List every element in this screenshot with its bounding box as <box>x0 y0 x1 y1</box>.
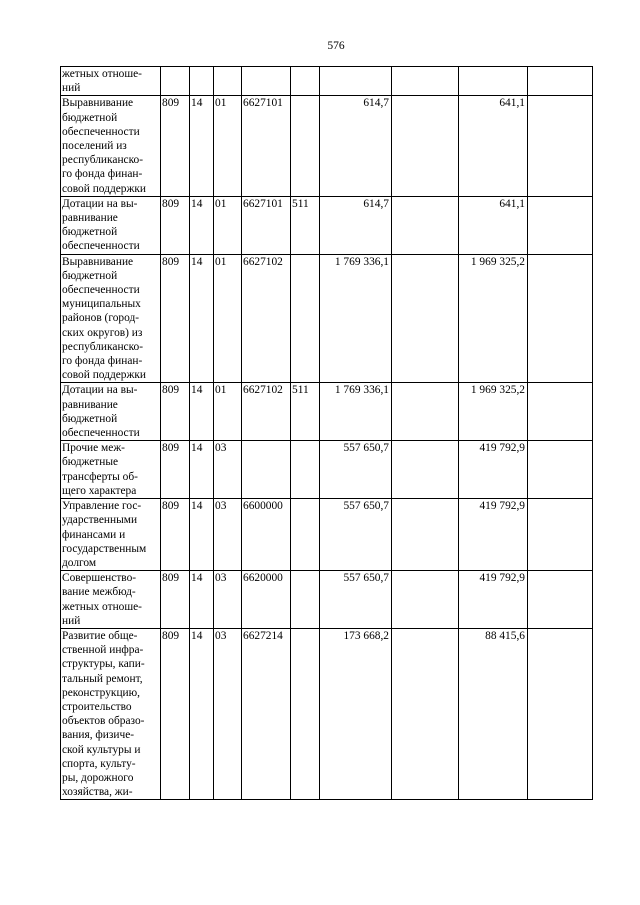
table-row <box>61 254 593 383</box>
name-line: бюджетной <box>62 412 118 425</box>
amount-3-cell: 419 792,9 <box>459 441 528 499</box>
amount-1-cell: 557 650,7 <box>320 499 392 571</box>
name-cell <box>61 628 161 799</box>
code-pr-cell: 03 <box>214 441 242 499</box>
code-gr-cell: 809 <box>161 628 190 799</box>
name-line: равнивание <box>62 398 118 411</box>
amount-3-cell: 1 969 325,2 <box>459 383 528 441</box>
amount-1-cell: 614,7 <box>320 196 392 254</box>
amount-2-cell <box>392 571 459 629</box>
name-line: финансами и <box>62 528 126 541</box>
amount-4-cell <box>528 499 593 571</box>
name-line: бюджетные <box>62 456 119 469</box>
code-vr-cell <box>291 441 320 499</box>
code-rz-cell: 14 <box>190 196 214 254</box>
table-row <box>61 499 593 571</box>
name-line: бюджетной <box>62 269 118 282</box>
code-rz-cell <box>190 67 214 96</box>
amount-4-cell <box>528 196 593 254</box>
code-rz-cell: 14 <box>190 383 214 441</box>
name-line: ственной инфра- <box>62 644 144 657</box>
name-line: ний <box>62 82 81 95</box>
name-line: Выравнивание <box>62 255 134 268</box>
name-line: щего характера <box>62 484 137 497</box>
amount-4-cell <box>528 96 593 196</box>
name-line: тальный ремонт, <box>62 672 143 685</box>
amount-3-cell: 641,1 <box>459 196 528 254</box>
code-rz-cell: 14 <box>190 571 214 629</box>
amount-1-cell: 614,7 <box>320 96 392 196</box>
name-cell <box>61 571 161 629</box>
page-number: 576 <box>327 40 345 52</box>
code-pr-cell <box>214 67 242 96</box>
amount-1-cell: 557 650,7 <box>320 571 392 629</box>
name-line: Прочие меж- <box>62 442 125 455</box>
name-line: строительство <box>62 700 132 713</box>
table-row <box>61 441 593 499</box>
amount-2-cell <box>392 383 459 441</box>
code-cs-cell: 6627101 <box>242 96 291 196</box>
name-line: обеспеченности <box>62 125 140 138</box>
amount-2-cell <box>392 499 459 571</box>
amount-4-cell <box>528 441 593 499</box>
code-gr-cell: 809 <box>161 383 190 441</box>
amount-3-cell: 419 792,9 <box>459 499 528 571</box>
amount-4-cell <box>528 254 593 383</box>
name-cell <box>61 254 161 383</box>
code-gr-cell: 809 <box>161 499 190 571</box>
table-row <box>61 196 593 254</box>
name-line: ры, дорожного <box>62 771 134 784</box>
name-line: жетных отноше- <box>62 68 142 80</box>
name-line: Выравнивание <box>62 97 134 110</box>
name-line: равнивание <box>62 212 118 225</box>
amount-3-cell <box>459 67 528 96</box>
amount-2-cell <box>392 67 459 96</box>
name-line: совой поддержки <box>62 182 146 195</box>
code-pr-cell: 01 <box>214 254 242 383</box>
code-gr-cell <box>161 67 190 96</box>
name-cell <box>61 67 161 96</box>
code-cs-cell: 6620000 <box>242 571 291 629</box>
code-rz-cell: 14 <box>190 96 214 196</box>
amount-4-cell <box>528 628 593 799</box>
name-line: обеспеченности <box>62 240 140 253</box>
name-line: вания, физиче- <box>62 729 135 742</box>
code-gr-cell: 809 <box>161 254 190 383</box>
name-line: ских округов) из <box>62 326 143 339</box>
name-cell <box>61 383 161 441</box>
code-pr-cell: 03 <box>214 499 242 571</box>
code-gr-cell: 809 <box>161 196 190 254</box>
code-vr-cell <box>291 571 320 629</box>
name-line: хозяйства, жи- <box>62 786 133 799</box>
name-cell <box>61 441 161 499</box>
amount-3-cell: 88 415,6 <box>459 628 528 799</box>
code-rz-cell: 14 <box>190 628 214 799</box>
code-rz-cell: 14 <box>190 254 214 383</box>
name-line: Дотации на вы- <box>62 197 138 210</box>
name-line: муниципальных <box>62 298 141 311</box>
budget-table <box>60 66 593 800</box>
name-line: бюджетной <box>62 226 118 239</box>
code-gr-cell: 809 <box>161 571 190 629</box>
code-vr-cell <box>291 254 320 383</box>
code-rz-cell: 14 <box>190 441 214 499</box>
name-line: бюджетной <box>62 111 118 124</box>
name-line: Управление гос- <box>62 500 142 513</box>
code-cs-cell: 6627102 <box>242 383 291 441</box>
code-gr-cell: 809 <box>161 96 190 196</box>
code-cs-cell: 6627101 <box>242 196 291 254</box>
code-pr-cell: 01 <box>214 96 242 196</box>
code-cs-cell: 6627102 <box>242 254 291 383</box>
amount-1-cell <box>320 67 392 96</box>
name-cell <box>61 96 161 196</box>
name-line: обеспеченности <box>62 427 140 440</box>
name-line: ской культуры и <box>62 743 141 756</box>
code-vr-cell <box>291 67 320 96</box>
table-row <box>61 628 593 799</box>
name-line: реконструкцию, <box>62 686 140 699</box>
amount-3-cell: 1 969 325,2 <box>459 254 528 383</box>
code-cs-cell: 6600000 <box>242 499 291 571</box>
name-line: Совершенство- <box>62 572 137 585</box>
name-line: районов (город- <box>62 312 140 325</box>
code-vr-cell <box>291 499 320 571</box>
code-cs-cell: 6627214 <box>242 628 291 799</box>
code-gr-cell: 809 <box>161 441 190 499</box>
name-line: Дотации на вы- <box>62 384 138 397</box>
code-rz-cell: 14 <box>190 499 214 571</box>
name-line: ударственными <box>62 514 138 527</box>
name-line: долгом <box>62 556 97 569</box>
name-line: совой поддержки <box>62 369 146 382</box>
table-row <box>61 67 593 96</box>
name-line: структуры, капи- <box>62 658 145 671</box>
name-line: Развитие обще- <box>62 629 138 642</box>
name-line: вание межбюд- <box>62 586 136 599</box>
amount-4-cell <box>528 571 593 629</box>
name-line: ний <box>62 614 81 627</box>
amount-2-cell <box>392 628 459 799</box>
name-line: республиканско- <box>62 154 144 167</box>
amount-1-cell: 1 769 336,1 <box>320 254 392 383</box>
code-cs-cell <box>242 441 291 499</box>
amount-2-cell <box>392 441 459 499</box>
amount-3-cell: 641,1 <box>459 96 528 196</box>
amount-1-cell: 1 769 336,1 <box>320 383 392 441</box>
code-vr-cell: 511 <box>291 383 320 441</box>
amount-1-cell: 173 668,2 <box>320 628 392 799</box>
name-line: государственным <box>62 542 147 555</box>
amount-4-cell <box>528 383 593 441</box>
amount-2-cell <box>392 254 459 383</box>
amount-1-cell: 557 650,7 <box>320 441 392 499</box>
amount-2-cell <box>392 96 459 196</box>
code-pr-cell: 03 <box>214 571 242 629</box>
name-line: го фонда финан- <box>62 355 143 368</box>
code-vr-cell <box>291 96 320 196</box>
name-line: объектов образо- <box>62 715 145 728</box>
name-line: республиканско- <box>62 340 144 353</box>
name-line: поселений из <box>62 140 127 153</box>
code-pr-cell: 01 <box>214 196 242 254</box>
name-cell <box>61 196 161 254</box>
code-pr-cell: 03 <box>214 628 242 799</box>
budget-table-body <box>61 67 593 800</box>
amount-3-cell: 419 792,9 <box>459 571 528 629</box>
code-vr-cell <box>291 628 320 799</box>
table-row <box>61 571 593 629</box>
name-line: обеспеченности <box>62 284 140 297</box>
code-pr-cell: 01 <box>214 383 242 441</box>
amount-4-cell <box>528 67 593 96</box>
amount-2-cell <box>392 196 459 254</box>
code-vr-cell: 511 <box>291 196 320 254</box>
table-row <box>61 383 593 441</box>
code-cs-cell <box>242 67 291 96</box>
name-line: спорта, культу- <box>62 757 136 770</box>
name-line: жетных отноше- <box>62 600 142 613</box>
name-line: го фонда финан- <box>62 168 143 181</box>
table-row <box>61 96 593 196</box>
name-line: трансферты об- <box>62 470 138 483</box>
name-cell <box>61 499 161 571</box>
